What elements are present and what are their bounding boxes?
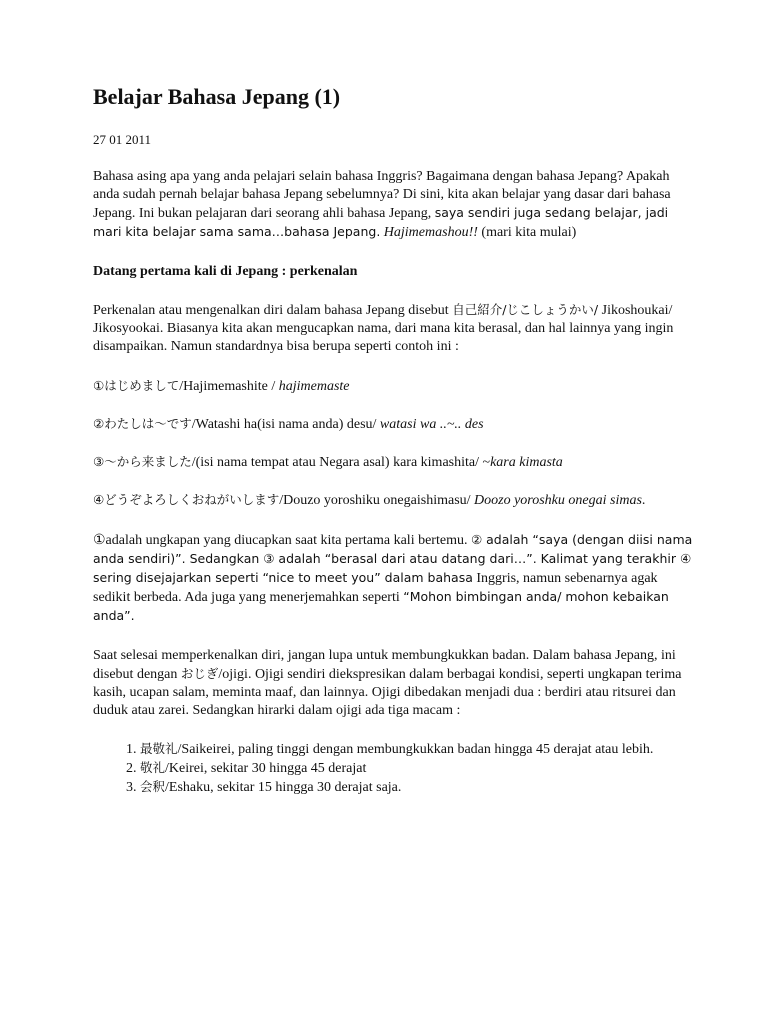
phrase-item-1 — [93, 377, 693, 396]
phrase-jp: ②わたしは〜です — [93, 416, 192, 432]
intro-text: Bahasa asing apa yang anda pelajari selain bahasa Inggris? Bagaimana dengan bahasa Jepang? Apakah anda sudah pernah belajar bahasa Jepang sebelumnya? Di sini, kita akan belajar yang dasar dari bahasa Jepang. Ini bukan pelajaran dari seorang ahli bahasa Jepang, — [93, 169, 671, 222]
page-title: Belajar Bahasa Jepang (1) — [93, 84, 341, 109]
phrase-jp: ①はじめまして — [93, 378, 180, 394]
intro-paragraph — [93, 168, 693, 242]
phrase-romaji: /Hajimemashite / — [179, 379, 279, 395]
phrase-item-3 — [93, 453, 693, 472]
phrase-romaji: /Douzo yoroshiku onegaishimasu/ — [279, 493, 475, 509]
section-heading: Datang pertama kali di Jepang : perkenalan — [93, 264, 358, 280]
phrase-jp: ③〜から来ました — [93, 454, 192, 470]
phrase-tail: . — [641, 493, 646, 509]
intro-text-sans: saya sendiri juga sedang belajar, jadi mari kita belajar sama sama…bahasa Jepang. — [93, 205, 669, 240]
perkenalan-jp: 自己紹介/じこしょうかい/ — [452, 302, 599, 318]
intro-text-end: (mari kita mulai) — [477, 225, 577, 241]
ojigi-text: Saat selesai memperkenalkan diri, jangan lupa untuk membungkukkan badan. Dalam bahasa Jepang, ini disebut dengan — [93, 648, 676, 683]
phrase-romaji: /(isi nama tempat atau Negara asal) kara kimashita/ ~ — [191, 455, 491, 471]
phrase-item-4 — [93, 491, 693, 510]
list-item-text: /Eshaku, sekitar 15 hingga 30 derajat saja. — [165, 780, 402, 796]
perkenalan-text: Perkenalan atau mengenalkan diri dalam bahasa Jepang disebut — [93, 303, 453, 319]
ojigi-list — [93, 740, 693, 797]
list-item-text: /Keirei, sekitar 30 hingga 45 derajat — [165, 761, 367, 777]
post-date: 27 01 2011 — [93, 132, 152, 148]
ojigi-text-end: /ojigi. Ojigi sendiri diekspresikan dalam berbagai kondisi, seperti ungkapan terima kasih, ucapan salam, meminta maaf, dan lainnya. Ojigi dibedakan menjadi dua : berdiri atau ritsurei dan duduk atau zarei. Sedangkan hirarki dalam ojigi ada tiga macam : — [93, 667, 682, 719]
list-item-jp: 敬礼 — [140, 760, 166, 776]
perkenalan-text-end: Jikoshoukai/ Jikosyookai. Biasanya kita akan mengucapkan nama, dari mana kita berasal, dan hal lainnya yang ingin disampaikan. Namun standardnya bisa berupa seperti contoh ini : — [93, 303, 674, 355]
explain-text-2: Inggris, namun sebenarnya agak sedikit berbeda. Ada juga yang menerjemahkan seperti — [93, 571, 658, 606]
explain-text-sans: ② adalah “saya (dengan diisi nama anda sendiri)”. Sedangkan ③ adalah “berasal dari atau datang dari…”. Kalimat yang terakhir ④ sering disejajarkan seperti “nice to meet you” dalam bahasa — [93, 532, 693, 586]
phrase-italic: watasi wa ..~.. des — [379, 417, 484, 433]
perkenalan-paragraph — [93, 301, 693, 356]
phrase-jp: ④どうぞよろしくおねがいします — [93, 492, 280, 508]
intro-italic: Hajimemashou!! — [383, 225, 478, 241]
ojigi-paragraph — [93, 647, 693, 720]
list-item — [140, 740, 693, 759]
phrase-italic: Doozo yoroshku onegai simas — [474, 493, 642, 509]
explain-text: ①adalah ungkapan yang diucapkan saat kita pertama kali bertemu. — [93, 533, 471, 549]
phrase-romaji: /Watashi ha(isi nama anda) desu/ — [191, 417, 380, 433]
list-item-jp: 最敬礼 — [140, 741, 178, 757]
list-item — [140, 759, 693, 778]
list-item-text: /Saikeirei, paling tinggi dengan membungkukkan badan hingga 45 derajat atau lebih. — [177, 742, 654, 758]
list-item-jp: 会釈 — [140, 779, 166, 795]
phrase-italic: kara kimasta — [490, 455, 563, 471]
list-item — [140, 778, 693, 797]
explain-text-sans-2: “Mohon bimbingan anda/ mohon kebaikan anda”. — [93, 589, 669, 624]
ojigi-jp: おじぎ — [180, 666, 219, 682]
phrase-italic: hajimemaste — [278, 379, 350, 395]
phrase-item-2 — [93, 415, 693, 434]
explanation-paragraph — [93, 531, 693, 626]
article-content — [93, 84, 693, 797]
